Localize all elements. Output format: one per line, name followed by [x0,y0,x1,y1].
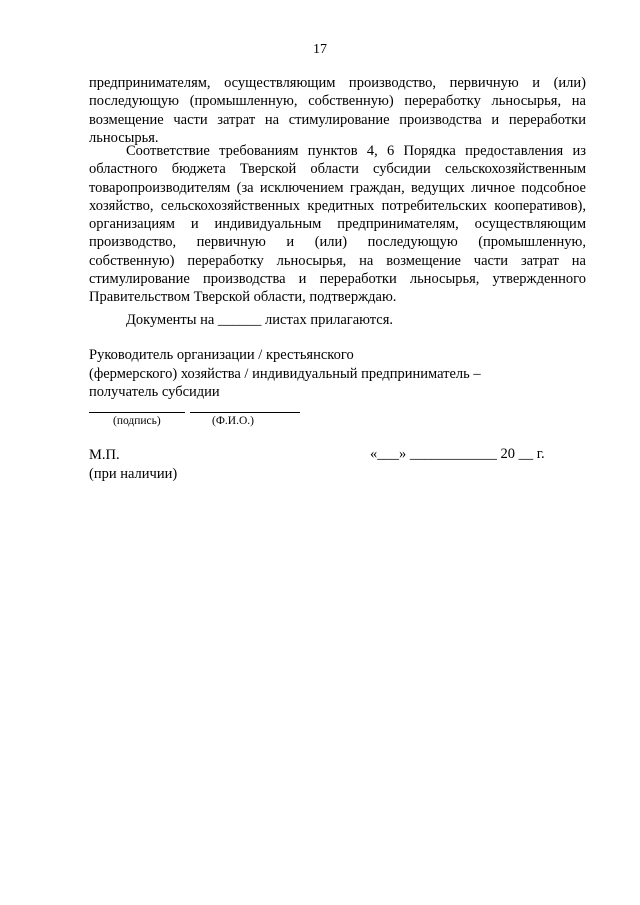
stamp-block [89,446,177,483]
paragraph-continuation: предпринимателям, осуществляющим производство, первичную и (или) последующую (промышленную, собственную) переработку льносырья, на возмещение части затрат на стимулирование производства и переработки льносырья. [89,75,586,146]
signatory-title-line-1: Руководитель организации / крестьянского [89,347,354,363]
signature-caption: (подпись) [113,415,161,427]
signature-line [89,412,185,413]
date-line: «___» ____________ 20 __ г. [370,446,545,462]
stamp-label: М.П. [89,447,120,463]
documents-attached-line: Документы на ______ листах прилагаются. [126,312,394,328]
fio-line [190,412,300,413]
page-number: 17 [313,42,327,57]
signatory-title [89,346,481,402]
signatory-title-line-3: получатель субсидии [89,384,220,400]
stamp-note: (при наличии) [89,465,178,482]
signatory-title-line-2: (фермерского) хозяйства / индивидуальный предприниматель – [89,365,481,382]
paragraph-confirmation: Соответствие требованиям пунктов 4, 6 Порядка предоставления из областного бюджета Тверской области субсидии сельскохозяйственным товаропроизводителям (за исключением граждан, ведущих личное подсобное хозяйство, сельскохозяйственных кредитных потребительских кооперативов), организациям и индивидуальным предпринимателям, осуществляющим производство, первичную и (или) последующую (промышленную, собственную) переработку льносырья, на возмещение части затрат на стимулирование производства и переработки льносырья, утвержденного Правительством Тверской области, подтверждаю. [89,143,586,306]
fio-caption: (Ф.И.О.) [212,415,254,427]
